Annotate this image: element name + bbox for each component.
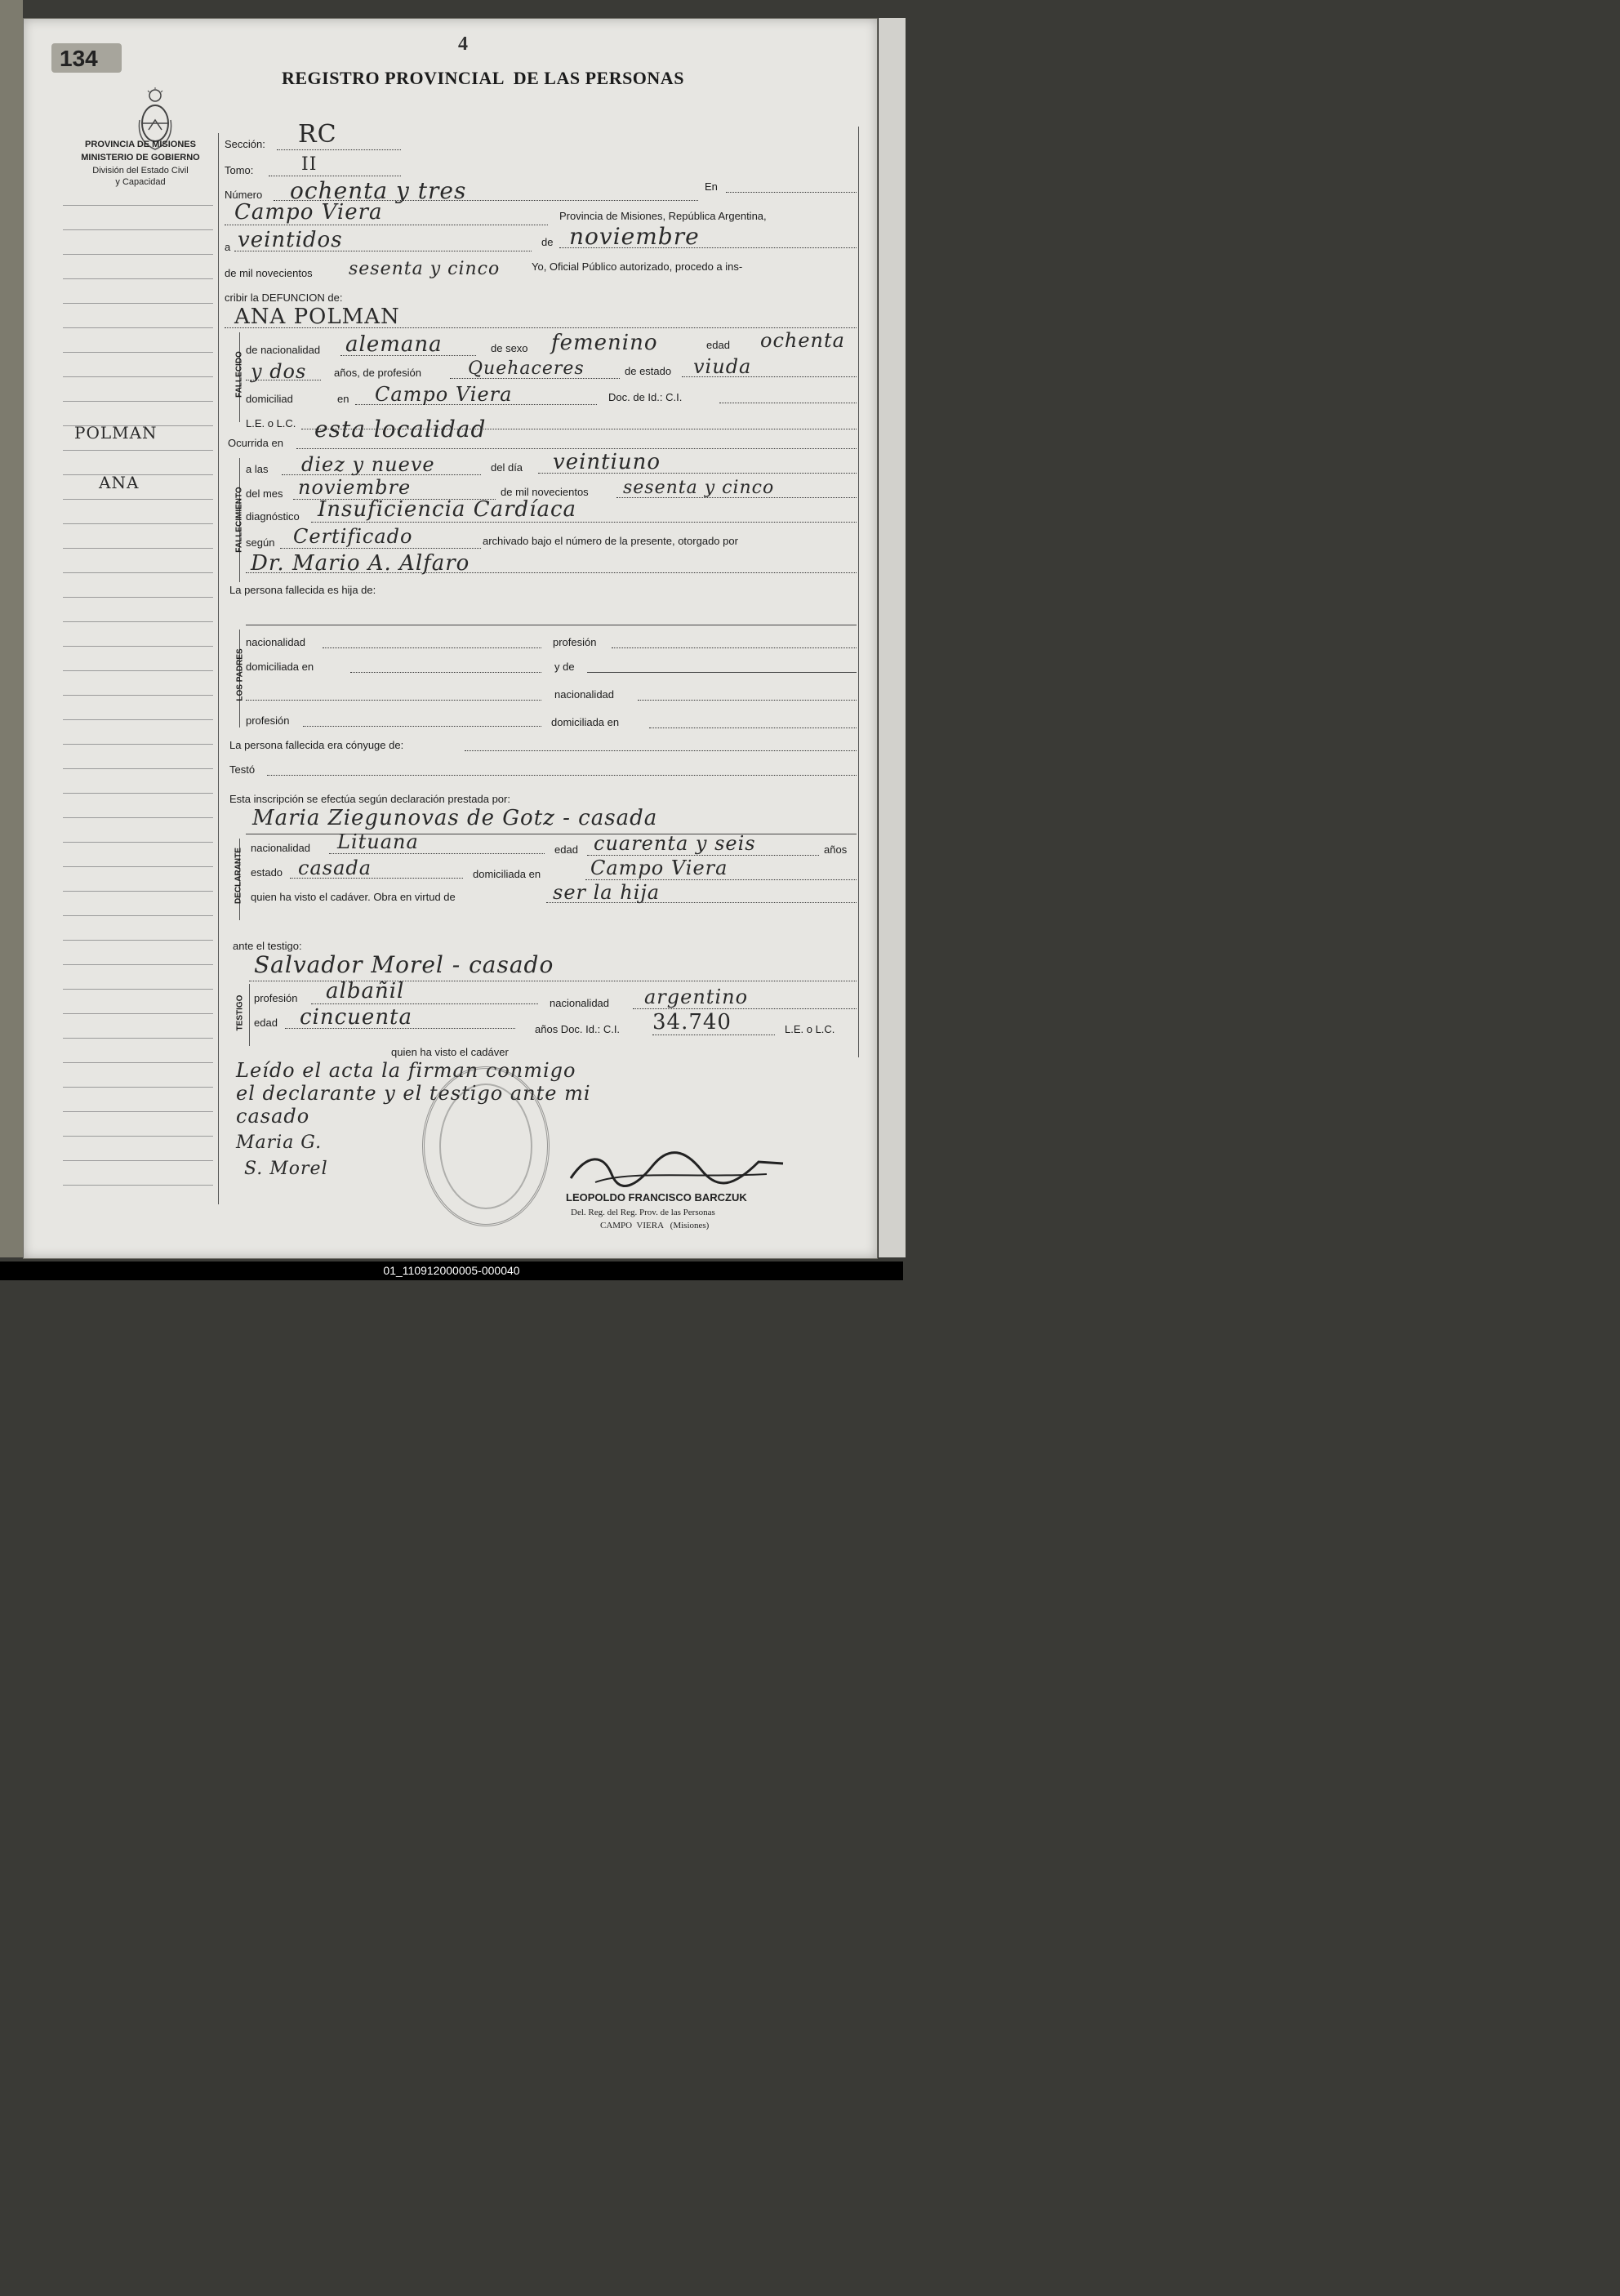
label-de-mil2: de mil novecientos xyxy=(501,486,589,498)
label-hija-de: La persona fallecida es hija de: xyxy=(229,584,376,596)
label-d-domiciliada: domiciliada en xyxy=(473,868,541,880)
official-signature xyxy=(563,1146,791,1195)
label-del-mes: del mes xyxy=(246,487,283,500)
label-inscribir: cribir la DEFUNCION de: xyxy=(225,291,343,304)
side-label-padres: LOS PADRES xyxy=(235,648,245,701)
label-le-lc: L.E. o L.C. xyxy=(246,417,296,429)
label-p-y-de: y de xyxy=(554,661,575,673)
label-conyuge: La persona fallecida era cónyuge de: xyxy=(229,739,404,751)
label-en: En xyxy=(705,180,718,193)
signer-place: CAMPO VIERA (Misiones) xyxy=(600,1221,710,1230)
label-d-anos: años xyxy=(824,843,848,856)
hw-ocurrida: esta localidad xyxy=(314,416,487,443)
label-testo: Testó xyxy=(229,763,256,776)
hw-leido-3: casado xyxy=(236,1105,310,1128)
folio-number: 134 xyxy=(60,46,98,71)
office-capacity: y Capacidad xyxy=(115,177,166,187)
hw-sexo: femenino xyxy=(551,331,658,355)
hw-domicilio: Campo Viera xyxy=(375,383,513,406)
label-diagnostico: diagnóstico xyxy=(246,510,300,523)
side-label-declarante: DECLARANTE xyxy=(234,848,243,904)
hw-numero: ochenta y tres xyxy=(290,177,467,204)
margin-surname: POLMAN xyxy=(74,423,158,443)
official-stamp xyxy=(422,1066,550,1226)
label-anos-profesion: años, de profesión xyxy=(334,367,421,379)
hw-firma-2: S. Morel xyxy=(244,1159,328,1179)
label-t-nacionalidad: nacionalidad xyxy=(550,997,610,1009)
label-t-le: L.E. o L.C. xyxy=(785,1023,835,1035)
label-t-edad: edad xyxy=(254,1017,278,1029)
label-numero: Número xyxy=(225,189,263,201)
hw-t-ci: 34.740 xyxy=(652,1010,732,1035)
form-left-border xyxy=(218,133,219,1204)
book-cover-edge xyxy=(0,0,23,1257)
register-page xyxy=(23,18,878,1259)
label-t-anos: años Doc. Id.: C.I. xyxy=(535,1023,621,1035)
label-en2: en xyxy=(337,393,349,405)
label-de-sexo: de sexo xyxy=(491,342,528,354)
label-de-mil: de mil novecientos xyxy=(225,267,313,279)
label-doc-id: Doc. de Id.: C.I. xyxy=(608,391,683,403)
label-domiciliad: domiciliad xyxy=(246,393,293,405)
label-de: de xyxy=(541,236,554,248)
label-de-estado: de estado xyxy=(625,365,672,377)
hw-tomo: II xyxy=(301,154,318,175)
hw-edad2: y dos xyxy=(251,360,307,383)
label-segun: según xyxy=(246,536,275,549)
label-p-profesion2: profesión xyxy=(246,714,290,727)
label-tomo: Tomo: xyxy=(225,164,254,176)
signer-name: LEOPOLDO FRANCISCO BARCZUK xyxy=(566,1191,747,1204)
side-label-testigo: TESTIGO xyxy=(235,994,245,1031)
hw-d-virtud: ser la hija xyxy=(553,881,661,904)
label-ocurrida-en: Ocurrida en xyxy=(228,437,283,449)
hw-ano2: sesenta y cinco xyxy=(623,478,775,498)
page-number: 4 xyxy=(458,33,468,55)
hw-t-edad: cincuenta xyxy=(300,1005,413,1030)
hw-profesion: Quehaceres xyxy=(468,358,585,379)
label-edad: edad xyxy=(706,339,730,351)
hw-t-profesion: albañil xyxy=(326,979,405,1003)
hw-declarante: Maria Ziegunovas de Gotz - casada xyxy=(252,806,658,830)
label-inscripcion: Esta inscripción se efectúa según declaración prestada por: xyxy=(229,793,510,805)
hw-firma-1: Maria G. xyxy=(236,1132,323,1153)
hw-t-nacionalidad: argentino xyxy=(644,986,749,1008)
side-label-fallecimiento: FALLECIMIENTO xyxy=(234,487,244,553)
label-p-domiciliada2: domiciliada en xyxy=(551,716,620,728)
label-a-las: a las xyxy=(246,463,269,475)
hw-d-edad: cuarenta y seis xyxy=(594,832,756,855)
label-t-profesion: profesión xyxy=(254,992,298,1004)
label-p-nacionalidad: nacionalidad xyxy=(246,636,306,648)
hw-lugar: Campo Viera xyxy=(234,200,383,225)
label-t-quien: quien ha visto el cadáver xyxy=(391,1046,509,1058)
hw-diagnostico: Insuficiencia Cardíaca xyxy=(318,497,577,522)
label-oficial: Yo, Oficial Público autorizado, procedo a ins- xyxy=(532,260,743,273)
hw-leido-2: el declarante y el testigo ante mi xyxy=(236,1082,591,1105)
label-del-dia: del día xyxy=(491,461,523,474)
label-a: a xyxy=(225,241,231,253)
hw-d-nacionalidad: Lituana xyxy=(337,830,419,853)
hw-hora: diez y nueve xyxy=(301,453,435,476)
hw-medico: Dr. Mario A. Alfaro xyxy=(251,551,470,576)
hw-a-dia: veintidos xyxy=(238,228,343,252)
hw-nacionalidad: alemana xyxy=(345,332,443,357)
office-ministry: MINISTERIO DE GOBIERNO xyxy=(81,153,200,162)
hw-d-estado: casada xyxy=(298,857,372,879)
hw-d-domicilio: Campo Viera xyxy=(590,857,728,879)
hw-dia: veintiuno xyxy=(553,450,661,474)
hw-seccion: RC xyxy=(298,120,337,149)
hw-estado: viuda xyxy=(693,355,752,378)
page-title: REGISTRO PROVINCIAL DE LAS PERSONAS xyxy=(282,68,684,88)
label-p-domiciliada: domiciliada en xyxy=(246,661,314,673)
hw-fallecido: ANA POLMAN xyxy=(234,305,400,329)
hw-leido-1: Leído el acta la firman conmigo xyxy=(236,1059,576,1082)
label-quien-visto: quien ha visto el cadáver. Obra en virtud de xyxy=(251,891,456,903)
signer-role: Del. Reg. del Reg. Prov. de las Personas xyxy=(571,1208,715,1217)
form-right-border xyxy=(858,127,859,1057)
label-provincia: Provincia de Misiones, República Argentina, xyxy=(559,210,767,222)
hw-ano: sesenta y cinco xyxy=(349,259,501,279)
folio-tag xyxy=(51,43,122,73)
label-ante-testigo: ante el testigo: xyxy=(233,940,302,952)
side-label-fallecido: FALLECIDO xyxy=(234,351,244,398)
office-province: PROVINCIA DE MISIONES xyxy=(85,140,196,149)
hw-mes: noviembre xyxy=(298,476,412,499)
label-seccion: Sección: xyxy=(225,138,265,150)
label-p-nacionalidad2: nacionalidad xyxy=(554,688,615,701)
label-d-edad: edad xyxy=(554,843,578,856)
label-p-profesion: profesión xyxy=(553,636,597,648)
hw-segun: Certificado xyxy=(293,525,413,548)
label-d-estado: estado xyxy=(251,866,283,879)
label-archivado: archivado bajo el número de la presente, otorgado por xyxy=(483,535,738,547)
label-d-nacionalidad: nacionalidad xyxy=(251,842,311,854)
file-id-footer: 01_110912000005-000040 xyxy=(0,1261,903,1280)
facing-page-edge xyxy=(876,18,906,1257)
margin-name: ANA xyxy=(99,473,140,492)
hw-edad: ochenta xyxy=(760,329,845,352)
hw-de-mes: noviembre xyxy=(569,223,700,250)
label-de-nacionalidad: de nacionalidad xyxy=(246,344,321,356)
office-division: División del Estado Civil xyxy=(92,166,189,176)
hw-testigo: Salvador Morel - casado xyxy=(254,951,554,978)
